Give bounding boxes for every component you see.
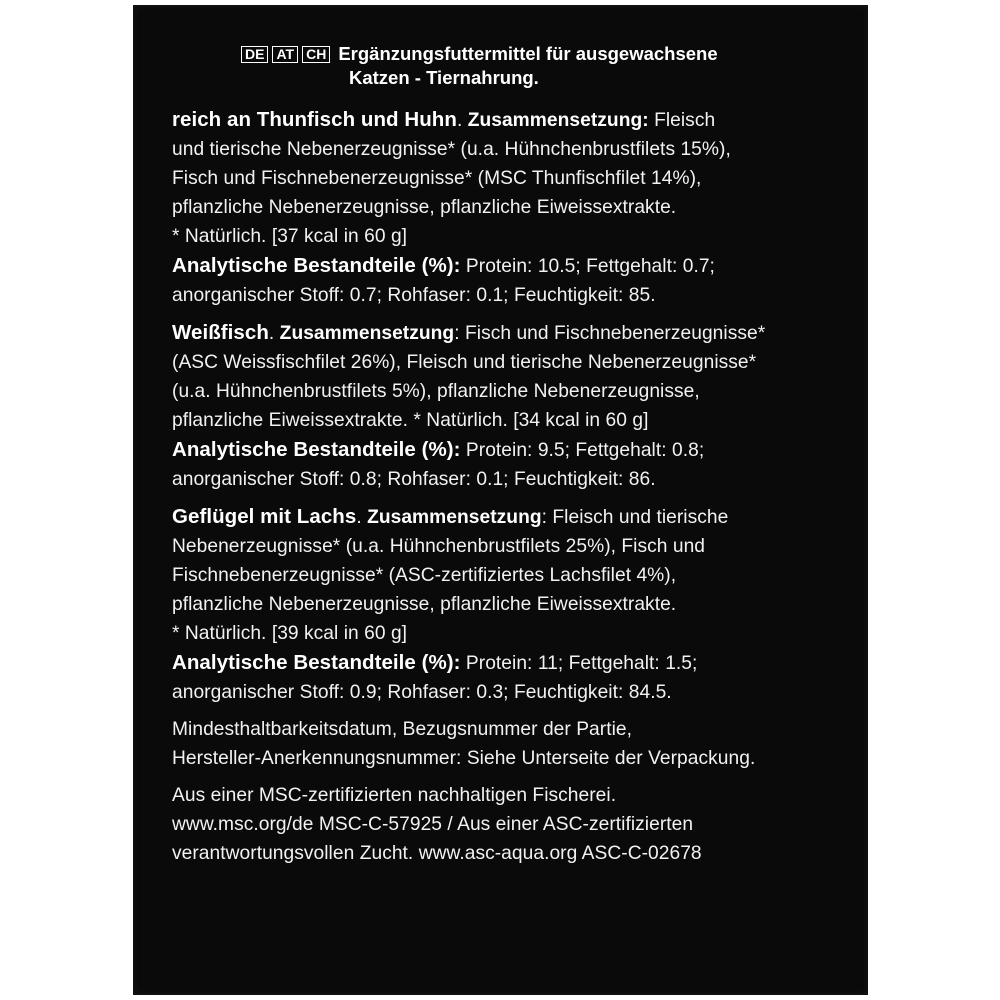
country-code-ch: CH [302,46,330,63]
certification-block [172,781,837,868]
variant-name: reich an Thunfisch und Huhn [172,108,457,131]
text-line [172,648,837,678]
composition-text: pflanzliche Nebenerzeugnisse, pflanzliche Eiweissextrakte. [172,594,677,615]
country-code-at: AT [272,46,298,63]
variant-name-suffix: . [456,110,468,131]
analysis-text: anorganischer Stoff: 0.8; Rohfaser: 0.1; Feuchtigkeit: 86. [172,469,656,490]
analysis-text: Protein: 9.5; Fettgehalt: 0.8; [460,440,705,461]
country-code-de: DE [241,46,268,63]
variant-analysis-block [172,435,837,494]
label-body [172,105,837,868]
batch-info-block [172,715,837,773]
composition-label: Zusammensetzung [279,323,455,344]
certification-text: Aus einer MSC-zertifizierten nachhaltigen Fischerei. [172,785,617,806]
text-line [172,435,837,465]
composition-text: (ASC Weissfischfilet 26%), Fleisch und tierische Nebenerzeugnisse* [172,352,757,373]
variant-composition-block [172,318,837,435]
variant-name: Weißfisch [172,321,269,344]
composition-text: * Natürlich. [39 kcal in 60 g] [172,623,408,644]
composition-text: Fisch und Fischnebenerzeugnisse* (MSC Thunfischfilet 14%), [172,168,702,189]
batch-info-text: Mindesthaltbarkeitsdatum, Bezugsnummer der Partie, [172,719,633,740]
composition-text: Fleisch [648,110,716,131]
variant-analysis-block [172,251,837,310]
country-code-group [241,46,330,63]
composition-text: * Natürlich. [37 kcal in 60 g] [172,226,408,247]
variant-composition-block [172,105,837,251]
label-header [241,42,841,90]
composition-text: und tierische Nebenerzeugnisse* (u.a. Hühnchenbrustfilets 15%), [172,139,731,160]
batch-info-text: Hersteller-Anerkennungsnummer: Siehe Unterseite der Verpackung. [172,748,756,769]
analysis-label: Analytische Bestandteile (%): [172,438,461,461]
variant-name-suffix: . [356,507,368,528]
composition-text: pflanzliche Eiweissextrakte. * Natürlich. [34 kcal in 60 g] [172,410,649,431]
certification-text: www.msc.org/de MSC-C-57925 / Aus einer ASC-zertifizierten [172,814,694,835]
variant-composition-block [172,502,837,648]
text-line [172,105,837,135]
analysis-text: anorganischer Stoff: 0.9; Rohfaser: 0.3; Feuchtigkeit: 84.5. [172,682,672,703]
product-title-line1: Ergänzungsfuttermittel für ausgewachsene [338,43,718,64]
analysis-text: anorganischer Stoff: 0.7; Rohfaser: 0.1; Feuchtigkeit: 85. [172,285,656,306]
variant-name-suffix: . [268,323,280,344]
text-line [172,251,837,281]
variant-name: Geflügel mit Lachs [172,505,357,528]
product-title-line2: Katzen - Tiernahrung. [349,67,539,88]
composition-text: Fischnebenerzeugnisse* (ASC-zertifiziertes Lachsfilet 4%), [172,565,677,586]
analysis-text: Protein: 10.5; Fettgehalt: 0.7; [460,256,715,277]
analysis-label: Analytische Bestandteile (%): [172,254,461,277]
composition-label: Zusammensetzung [367,507,542,528]
text-line [172,318,837,348]
composition-label: Zusammensetzung: [467,110,649,131]
analysis-label: Analytische Bestandteile (%): [172,651,461,674]
composition-text: Nebenerzeugnisse* (u.a. Hühnchenbrustfilets 25%), Fisch und [172,536,706,557]
composition-text: pflanzliche Nebenerzeugnisse, pflanzliche Eiweissextrakte. [172,197,677,218]
composition-text: : Fleisch und tierische [541,507,729,528]
composition-text: (u.a. Hühnchenbrustfilets 5%), pflanzliche Nebenerzeugnisse, [172,381,700,402]
text-line [172,502,837,532]
product-label-panel [133,5,868,995]
analysis-text: Protein: 11; Fettgehalt: 1.5; [460,653,698,674]
composition-text: : Fisch und Fischnebenerzeugnisse* [454,323,766,344]
certification-text: verantwortungsvollen Zucht. www.asc-aqua.org ASC-C-02678 [172,843,702,864]
variant-analysis-block [172,648,837,707]
